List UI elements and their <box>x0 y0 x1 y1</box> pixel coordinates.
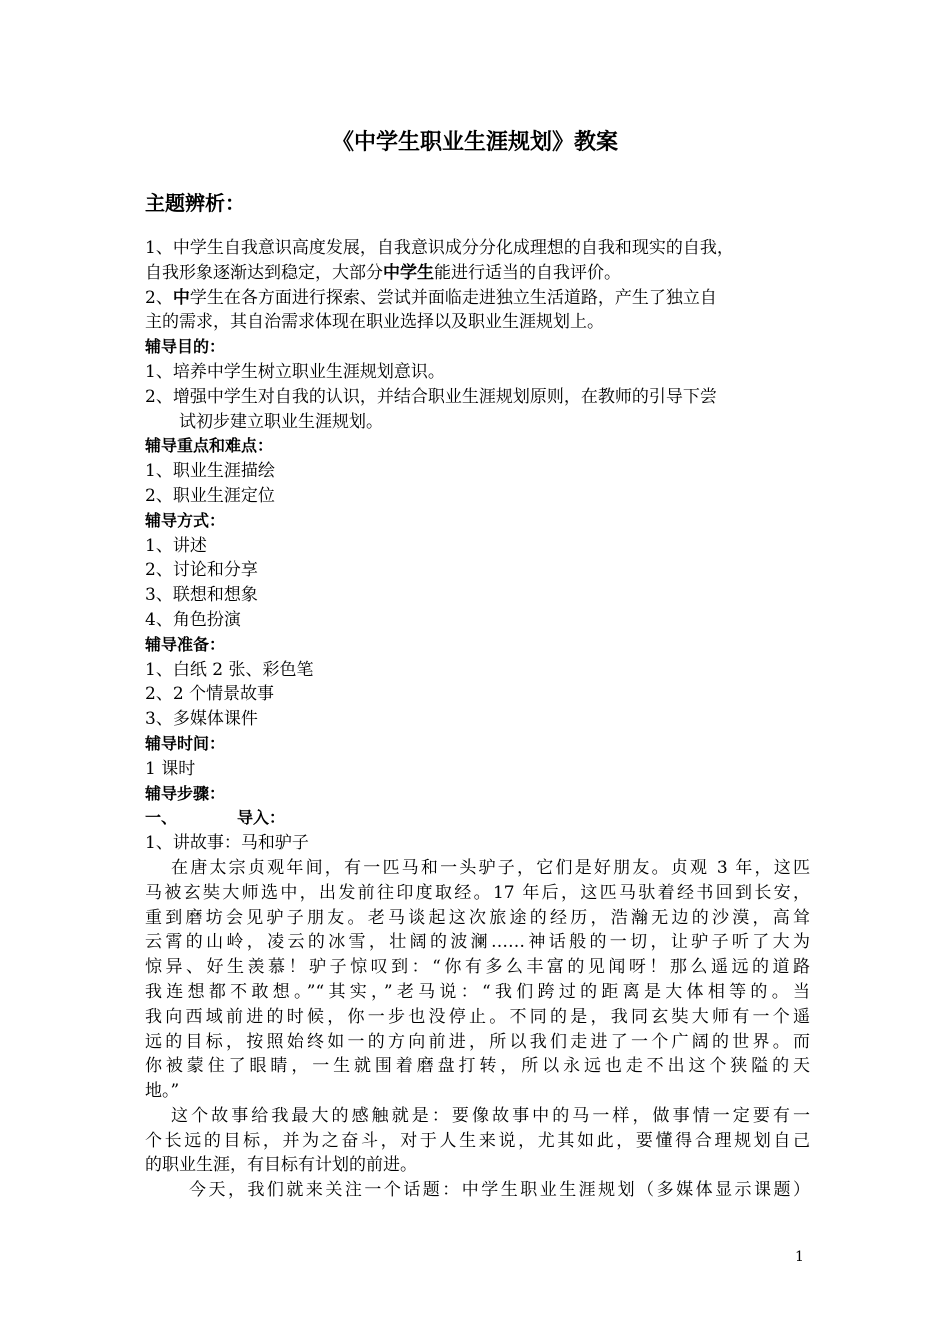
text-run: 能进行适当的自我评价。 <box>434 262 621 283</box>
theme-point-2-line-1 <box>145 286 810 311</box>
key-item-1: 1、职业生涯描绘 <box>145 461 275 482</box>
story-line: 远的目标，按照始终如一的方向前进，所以我们走进了一个广阔的世界。而 <box>145 1031 810 1052</box>
prep-item-1: 1、白纸 2 张、彩色笔 <box>145 659 314 680</box>
reflection-line: 的职业生涯，有目标有计划的前进。 <box>145 1155 417 1176</box>
theme-point-2-line-2: 主的需求，其自治需求体现在职业选择以及职业生涯规划上。 <box>145 312 604 333</box>
method-item-3: 3、联想和想象 <box>145 585 258 606</box>
text-run: 2、 <box>145 287 173 308</box>
story-line: 在唐太宗贞观年间，有一匹马和一头驴子，它们是好朋友。贞观 3 年，这匹 <box>171 857 810 878</box>
key-heading: 辅导重点和难点： <box>145 436 274 456</box>
page-number: 1 <box>795 1249 804 1265</box>
story-title: 1、讲故事：马和驴子 <box>145 833 309 854</box>
step-1-heading <box>145 806 810 831</box>
steps-heading: 辅导步骤： <box>145 783 226 803</box>
story-line: 云霄的山岭，凌云的冰雪，壮阔的波澜……神话般的一切，让驴子听了大为 <box>145 932 810 953</box>
goal-item-1: 1、培养中学生树立职业生涯规划意识。 <box>145 361 445 382</box>
prep-item-3: 3、多媒体课件 <box>145 709 258 730</box>
text-run: 自我形象逐渐达到稳定，大部分 <box>145 262 383 283</box>
text-run: 学生在各方面进行探索、尝试并面临走进独立生活道路，产生了独立自 <box>189 287 717 308</box>
reflection-line: 这个故事给我最大的感触就是：要像故事中的马一样，做事情一定要有一 <box>171 1105 810 1126</box>
key-item-2: 2、职业生涯定位 <box>145 485 275 506</box>
time-heading: 辅导时间： <box>145 733 226 753</box>
theme-point-1-line-2 <box>145 261 810 286</box>
reflection-line: 个长远的目标，并为之奋斗，对于人生来说，尤其如此，要懂得合理规划自己 <box>145 1130 810 1151</box>
step-number: 一、 <box>145 808 178 828</box>
document-body <box>145 236 810 1203</box>
story-line: 马被玄奘大师选中，出发前往印度取经。17 年后，这匹马驮着经书回到长安， <box>145 882 810 903</box>
document-title: 《中学生职业生涯规划》教案 <box>331 130 618 155</box>
method-item-2: 2、讨论和分享 <box>145 560 258 581</box>
goal-item-2-line-2: 试初步建立职业生涯规划。 <box>179 411 383 432</box>
prep-heading: 辅导准备： <box>145 634 226 654</box>
theme-heading: 主题辨析： <box>145 191 245 215</box>
story-line: 重到磨坊会见驴子朋友。老马谈起这次旅途的经历，浩瀚无边的沙漠，高耸 <box>145 907 810 928</box>
story-line: 惊异、好生羡慕！驴子惊叹到：“你有多么丰富的见闻呀！那么遥远的道路 <box>145 957 810 978</box>
step-label: 导入： <box>237 808 286 828</box>
time-value: 1 课时 <box>145 758 196 779</box>
method-heading: 辅导方式： <box>145 510 226 530</box>
story-line: 地。” <box>145 1081 180 1102</box>
bold-text-run: 中 <box>172 287 190 308</box>
theme-point-1-line-1: 1、中学生自我意识高度发展，自我意识成分分化成理想的自我和现实的自我， <box>145 238 734 258</box>
today-topic-line: 今天，我们就来关注一个话题：中学生职业生涯规划（多媒体显示课题） <box>189 1180 810 1201</box>
goal-heading: 辅导目的： <box>145 337 226 357</box>
story-line: 我向西域前进的时候，你一步也没停止。不同的是，我同玄奘大师有一个遥 <box>145 1006 810 1027</box>
method-item-4: 4、角色扮演 <box>145 609 241 630</box>
goal-item-2-line-1: 2、增强中学生对自我的认识，并结合职业生涯规划原则，在教师的引导下尝 <box>145 386 717 407</box>
method-item-1: 1、讲述 <box>145 535 207 556</box>
prep-item-2: 2、2 个情景故事 <box>145 684 275 705</box>
bold-text-run: 中学生 <box>383 262 434 283</box>
story-line: 你被蒙住了眼睛，一生就围着磨盘打转，所以永远也走不出这个狭隘的天 <box>145 1056 810 1077</box>
story-line: 我连想都不敢想。”“其实，”老马说：“我们跨过的距离是大体相等的。当 <box>145 981 810 1002</box>
